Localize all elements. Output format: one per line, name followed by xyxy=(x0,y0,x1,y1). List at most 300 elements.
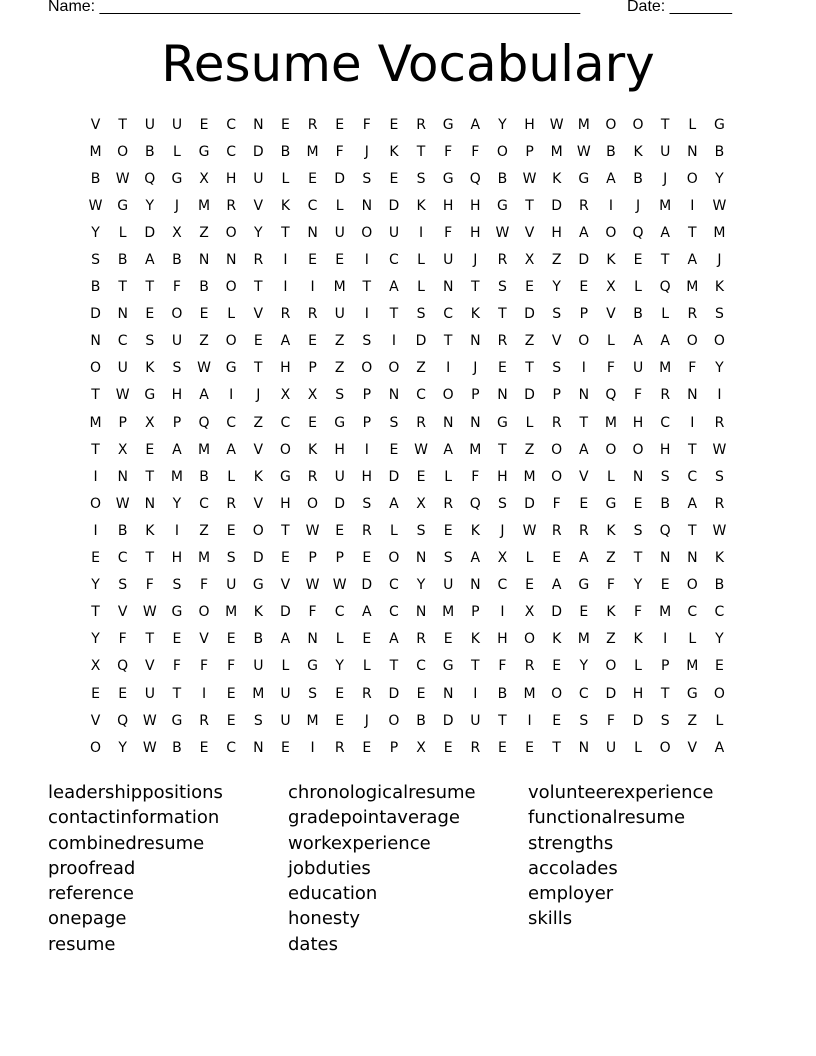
grid-letter: E xyxy=(281,550,290,567)
grid-letter: E xyxy=(389,170,399,187)
grid-letter: S xyxy=(308,685,317,702)
grid-letter: W xyxy=(576,143,591,160)
grid-letter: N xyxy=(415,604,427,621)
grid-letter: V xyxy=(199,631,209,648)
word-list-item: chronologicalresume xyxy=(288,782,476,803)
grid-letter: B xyxy=(117,522,128,539)
grid-letter: Y xyxy=(579,658,589,675)
grid-letter: J xyxy=(256,387,261,404)
grid-letter: E xyxy=(498,739,507,756)
grid-letter: E xyxy=(443,522,453,539)
grid-letter: C xyxy=(307,197,318,214)
grid-letter: L xyxy=(688,116,697,133)
grid-letter: S xyxy=(118,577,128,594)
grid-letter: R xyxy=(334,739,345,756)
grid-letter: V xyxy=(253,306,264,323)
grid-letter: E xyxy=(552,658,562,675)
grid-letter: T xyxy=(91,441,100,458)
grid-letter: E xyxy=(443,631,453,648)
grid-letter: A xyxy=(172,441,182,458)
grid-letter: O xyxy=(388,712,400,729)
grid-letter: A xyxy=(280,333,291,350)
grid-letter: E xyxy=(389,116,399,133)
grid-letter: F xyxy=(606,577,615,594)
grid-letter: K xyxy=(145,522,155,539)
grid-letter: X xyxy=(524,604,535,621)
grid-letter: A xyxy=(389,495,399,512)
grid-row xyxy=(82,111,733,138)
grid-letter: O xyxy=(496,143,508,160)
grid-letter: X xyxy=(199,170,209,187)
grid-letter: J xyxy=(635,197,641,214)
grid-letter: J xyxy=(717,252,722,269)
grid-letter: R xyxy=(253,252,264,269)
grid-letter: L xyxy=(417,252,425,269)
grid-letter: E xyxy=(389,441,399,458)
grid-letter: F xyxy=(688,360,697,377)
grid-letter: I xyxy=(581,360,586,377)
grid-row xyxy=(82,246,733,273)
grid-letter: M xyxy=(333,279,346,296)
word-list-item: reference xyxy=(48,883,134,905)
grid-letter: E xyxy=(335,116,345,133)
grid-letter: G xyxy=(578,170,590,187)
grid-letter: W xyxy=(142,712,157,729)
grid-letter: A xyxy=(226,441,236,458)
grid-row xyxy=(82,734,733,761)
grid-letter: C xyxy=(226,143,237,160)
grid-letter: O xyxy=(90,495,102,512)
grid-letter: H xyxy=(225,170,237,187)
grid-letter: S xyxy=(552,306,562,323)
grid-letter: D xyxy=(252,550,264,567)
grid-letter: Y xyxy=(498,116,507,133)
grid-letter: M xyxy=(198,197,211,214)
grid-letter: N xyxy=(442,414,454,431)
grid-letter: X xyxy=(280,387,291,404)
grid-letter: Y xyxy=(715,170,724,187)
grid-letter: D xyxy=(90,306,101,323)
grid-letter: Q xyxy=(469,170,481,187)
grid-letter: X xyxy=(172,224,182,241)
grid-letter: F xyxy=(606,712,615,729)
grid-letter: C xyxy=(714,604,725,621)
name-field-label: Name: ______________________________________________________ xyxy=(48,0,581,15)
grid-letter: G xyxy=(171,170,183,187)
grid-letter: Y xyxy=(552,279,561,296)
grid-letter: N xyxy=(687,143,698,160)
grid-letter: R xyxy=(416,414,426,431)
grid-letter: R xyxy=(497,252,508,269)
grid-letter: E xyxy=(281,739,290,756)
grid-letter: N xyxy=(687,387,698,404)
word-list-column xyxy=(48,780,288,957)
grid-letter: A xyxy=(579,224,589,241)
grid-letter: K xyxy=(470,306,480,323)
grid-letter: Z xyxy=(199,333,209,350)
grid-letter: G xyxy=(171,604,183,621)
grid-letter: B xyxy=(714,577,725,594)
grid-letter: D xyxy=(334,495,346,512)
grid-letter: T xyxy=(688,224,697,241)
grid-letter: S xyxy=(714,306,724,323)
grid-letter: L xyxy=(227,306,236,323)
grid-letter: I xyxy=(174,522,179,539)
grid-letter: O xyxy=(605,658,617,675)
grid-letter: T xyxy=(281,522,290,539)
grid-letter: E xyxy=(199,116,209,133)
grid-letter: Z xyxy=(416,360,426,377)
grid-letter: E xyxy=(416,468,426,485)
grid-letter: A xyxy=(389,631,399,648)
grid-letter: X xyxy=(606,279,616,296)
grid-letter: X xyxy=(117,441,128,458)
grid-letter: U xyxy=(280,685,291,702)
grid-letter: D xyxy=(524,306,535,323)
grid-letter: E xyxy=(335,522,345,539)
grid-letter: P xyxy=(471,387,480,404)
grid-letter: P xyxy=(308,550,317,567)
grid-letter: R xyxy=(578,197,589,214)
grid-letter: E xyxy=(226,631,236,648)
grid-letter: C xyxy=(117,550,128,567)
grid-letter: W xyxy=(115,387,130,404)
grid-letter: F xyxy=(200,577,209,594)
grid-letter: E xyxy=(308,333,317,350)
grid-letter: E xyxy=(226,522,236,539)
grid-row xyxy=(82,626,733,653)
grid-letter: H xyxy=(632,685,644,702)
grid-letter: L xyxy=(661,306,670,323)
grid-letter: G xyxy=(117,197,129,214)
grid-letter: X xyxy=(90,658,101,675)
grid-letter: S xyxy=(416,522,426,539)
grid-letter: O xyxy=(117,143,129,160)
grid-letter: E xyxy=(91,550,100,567)
grid-letter: P xyxy=(389,739,399,756)
grid-letter: O xyxy=(225,279,237,296)
grid-letter: Z xyxy=(606,631,616,648)
grid-letter: D xyxy=(578,252,590,269)
grid-letter: S xyxy=(660,468,670,485)
grid-letter: P xyxy=(308,360,317,377)
grid-letter: L xyxy=(118,224,127,241)
grid-letter: S xyxy=(172,577,182,594)
grid-letter: M xyxy=(577,631,590,648)
grid-letter: G xyxy=(605,495,617,512)
grid-letter: V xyxy=(253,495,264,512)
grid-letter: T xyxy=(416,143,426,160)
grid-letter: S xyxy=(253,712,263,729)
grid-letter: T xyxy=(443,333,453,350)
grid-letter: G xyxy=(497,197,508,214)
grid-letter: N xyxy=(198,252,210,269)
grid-letter: P xyxy=(525,143,534,160)
grid-letter: S xyxy=(552,360,562,377)
grid-letter: I xyxy=(310,279,315,296)
grid-letter: G xyxy=(280,468,291,485)
grid-row xyxy=(82,192,733,219)
grid-letter: W xyxy=(142,739,157,756)
grid-letter: Z xyxy=(524,441,535,458)
grid-letter: K xyxy=(714,279,725,296)
grid-letter: S xyxy=(714,468,724,485)
grid-letter: R xyxy=(361,685,372,702)
word-list-item: education xyxy=(288,883,378,905)
grid-letter: D xyxy=(605,685,617,702)
grid-letter: T xyxy=(688,522,697,539)
grid-letter: E xyxy=(226,685,236,702)
grid-letter: R xyxy=(280,306,291,323)
grid-letter: F xyxy=(362,116,371,133)
grid-letter: H xyxy=(659,441,671,458)
grid-letter: L xyxy=(525,414,534,431)
grid-letter: E xyxy=(633,252,643,269)
grid-letter: E xyxy=(226,712,236,729)
grid-letter: M xyxy=(170,468,183,485)
grid-letter: I xyxy=(418,224,424,241)
grid-letter: B xyxy=(90,170,101,187)
grid-letter: Q xyxy=(117,712,129,729)
grid-letter: F xyxy=(552,495,561,512)
grid-letter: H xyxy=(551,224,562,241)
word-list-item: jobduties xyxy=(288,857,371,879)
grid-letter: T xyxy=(145,468,155,485)
grid-letter: I xyxy=(391,333,396,350)
grid-letter: U xyxy=(632,360,644,377)
grid-letter: S xyxy=(416,170,426,187)
grid-letter: W xyxy=(305,522,320,539)
grid-letter: H xyxy=(632,414,644,431)
grid-letter: Q xyxy=(198,414,210,431)
grid-row xyxy=(82,328,733,355)
grid-letter: C xyxy=(687,604,698,621)
grid-letter: A xyxy=(280,631,291,648)
grid-letter: L xyxy=(634,739,642,756)
grid-letter: U xyxy=(334,224,345,241)
grid-letter: R xyxy=(497,333,508,350)
grid-letter: K xyxy=(145,360,155,377)
grid-letter: R xyxy=(714,414,725,431)
grid-letter: J xyxy=(663,170,668,187)
grid-letter: T xyxy=(688,441,697,458)
grid-letter: X xyxy=(497,550,508,567)
grid-letter: D xyxy=(551,604,563,621)
grid-letter: X xyxy=(524,252,535,269)
grid-letter: A xyxy=(660,224,670,241)
grid-letter: N xyxy=(632,468,644,485)
grid-letter: O xyxy=(388,360,400,377)
grid-letter: T xyxy=(254,360,263,377)
grid-letter: P xyxy=(335,550,344,567)
grid-letter: O xyxy=(632,441,644,458)
grid-letter: A xyxy=(633,333,643,350)
grid-letter: Q xyxy=(659,522,671,539)
grid-letter: G xyxy=(686,685,698,702)
grid-letter: F xyxy=(118,631,127,648)
grid-letter: I xyxy=(283,252,288,269)
grid-letter: B xyxy=(497,170,508,187)
grid-letter: D xyxy=(524,387,535,404)
grid-letter: L xyxy=(607,333,615,350)
word-list-item: proofread xyxy=(48,857,136,879)
grid-letter: I xyxy=(446,360,451,377)
grid-row xyxy=(82,517,733,544)
grid-letter: F xyxy=(606,360,615,377)
grid-letter: R xyxy=(361,522,372,539)
grid-letter: P xyxy=(579,306,589,323)
grid-letter: G xyxy=(497,414,508,431)
grid-letter: U xyxy=(334,306,345,323)
grid-letter: R xyxy=(551,414,562,431)
word-list-item: strengths xyxy=(528,832,614,854)
grid-letter: O xyxy=(388,550,400,567)
grid-letter: U xyxy=(144,685,155,702)
grid-letter: O xyxy=(225,333,237,350)
grid-letter: L xyxy=(173,143,181,160)
grid-letter: T xyxy=(525,197,534,214)
grid-letter: D xyxy=(361,577,373,594)
grid-letter: H xyxy=(171,387,183,404)
grid-letter: P xyxy=(660,658,670,675)
grid-row xyxy=(82,355,733,382)
grid-letter: C xyxy=(389,252,399,269)
grid-letter: D xyxy=(334,170,346,187)
grid-letter: S xyxy=(145,333,155,350)
grid-letter: Y xyxy=(715,360,724,377)
grid-letter: Y xyxy=(172,495,182,512)
grid-letter: I xyxy=(364,441,369,458)
word-list-item: onepage xyxy=(48,908,127,930)
grid-letter: U xyxy=(171,333,183,350)
grid-letter: K xyxy=(470,631,480,648)
grid-letter: T xyxy=(145,279,155,296)
grid-letter: W xyxy=(522,522,537,539)
grid-letter: M xyxy=(523,685,536,702)
grid-letter: U xyxy=(253,658,264,675)
grid-letter: O xyxy=(361,360,373,377)
grid-letter: H xyxy=(497,631,508,648)
grid-letter: T xyxy=(498,306,507,323)
grid-letter: N xyxy=(578,739,590,756)
grid-letter: V xyxy=(687,739,698,756)
word-list-item: contactinformation xyxy=(48,807,220,829)
grid-letter: F xyxy=(471,143,480,160)
grid-letter: W xyxy=(712,441,727,458)
grid-letter: O xyxy=(90,739,102,756)
page-title: Resume Vocabulary xyxy=(161,35,655,93)
grid-letter: C xyxy=(497,577,508,594)
grid-row xyxy=(82,301,733,328)
grid-letter: W xyxy=(522,170,537,187)
grid-letter: E xyxy=(579,604,589,621)
grid-letter: J xyxy=(174,197,179,214)
grid-letter: N xyxy=(225,252,237,269)
grid-letter: I xyxy=(364,306,369,323)
grid-letter: J xyxy=(364,712,369,729)
grid-letter: K xyxy=(714,550,725,567)
grid-letter: V xyxy=(90,712,101,729)
grid-letter: N xyxy=(144,495,156,512)
grid-letter: I xyxy=(663,631,668,648)
grid-letter: I xyxy=(717,387,722,404)
grid-letter: X xyxy=(416,495,426,512)
grid-letter: J xyxy=(500,522,505,539)
grid-letter: K xyxy=(552,170,562,187)
grid-letter: F xyxy=(498,658,507,675)
grid-letter: C xyxy=(443,306,454,323)
grid-letter: J xyxy=(473,360,478,377)
grid-letter: T xyxy=(633,550,643,567)
grid-letter: B xyxy=(714,143,725,160)
grid-letter: M xyxy=(89,143,102,160)
grid-letter: W xyxy=(414,441,428,458)
grid-letter: N xyxy=(361,197,373,214)
grid-letter: T xyxy=(552,739,561,756)
grid-letter: E xyxy=(362,739,372,756)
grid-letter: T xyxy=(498,712,507,729)
grid-letter: R xyxy=(524,658,535,675)
grid-letter: U xyxy=(605,739,617,756)
grid-letter: R xyxy=(199,712,209,729)
grid-letter: W xyxy=(712,197,727,214)
grid-letter: P xyxy=(118,414,127,431)
grid-letter: E xyxy=(579,495,589,512)
grid-letter: K xyxy=(606,604,616,621)
grid-letter: K xyxy=(552,631,562,648)
grid-letter: S xyxy=(362,495,372,512)
grid-letter: W xyxy=(712,522,727,539)
grid-letter: Q xyxy=(632,224,644,241)
grid-letter: B xyxy=(117,252,128,269)
word-list-item: gradepointaverage xyxy=(288,807,460,829)
grid-letter: E xyxy=(525,577,534,594)
word-list-item: leadershippositions xyxy=(48,782,223,803)
grid-letter: E xyxy=(91,685,100,702)
grid-letter: A xyxy=(470,116,481,133)
grid-letter: U xyxy=(334,468,345,485)
grid-letter: S xyxy=(362,333,372,350)
grid-letter: V xyxy=(253,197,264,214)
grid-letter: K xyxy=(606,252,616,269)
grid-letter: N xyxy=(470,414,481,431)
grid-letter: L xyxy=(335,631,344,648)
grid-letter: N xyxy=(90,333,101,350)
grid-letter: B xyxy=(280,143,291,160)
grid-letter: T xyxy=(172,685,182,702)
grid-letter: Q xyxy=(605,387,617,404)
grid-letter: U xyxy=(253,170,264,187)
grid-letter: W xyxy=(495,224,510,241)
grid-letter: U xyxy=(443,577,454,594)
grid-letter: R xyxy=(307,116,318,133)
grid-letter: T xyxy=(145,550,155,567)
grid-letter: G xyxy=(171,712,183,729)
grid-letter: M xyxy=(659,604,672,621)
grid-letter: Z xyxy=(253,414,264,431)
grid-letter: Y xyxy=(335,658,344,675)
grid-letter: M xyxy=(577,116,590,133)
word-list-item: resume xyxy=(48,933,116,955)
grid-letter: V xyxy=(579,468,589,485)
grid-letter: A xyxy=(551,577,562,594)
word-list xyxy=(48,780,768,957)
grid-letter: E xyxy=(335,685,345,702)
grid-letter: G xyxy=(334,414,346,431)
grid-letter: E xyxy=(118,685,128,702)
grid-letter: Z xyxy=(524,333,535,350)
grid-letter: O xyxy=(686,333,698,350)
